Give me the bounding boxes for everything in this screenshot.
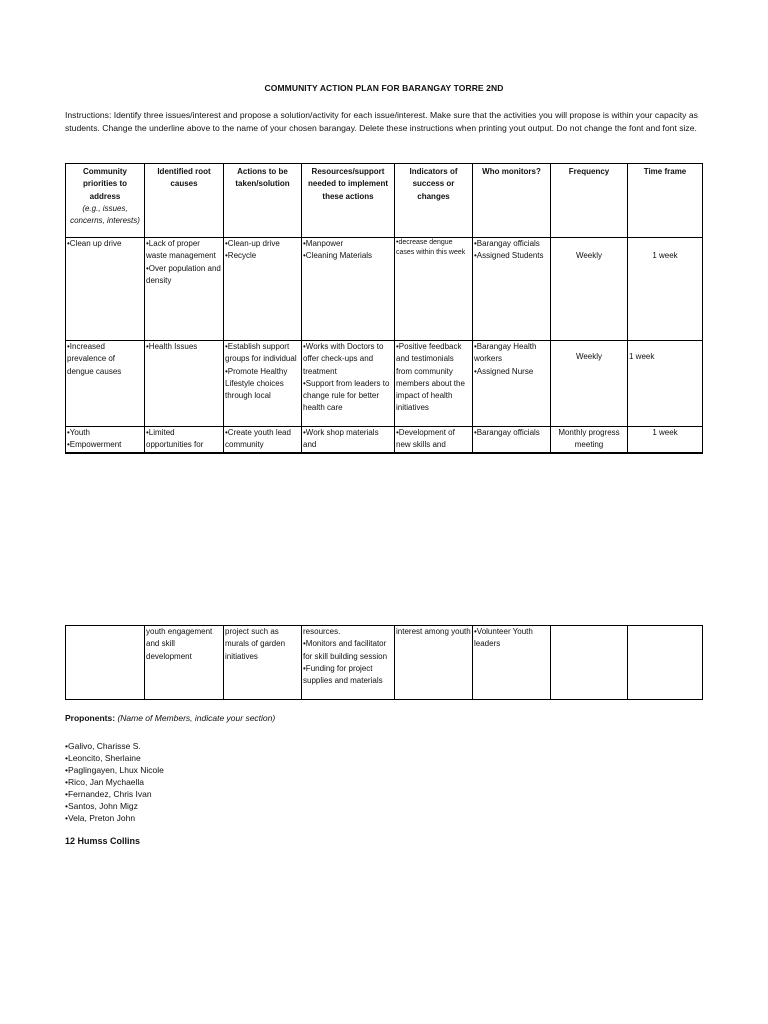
table-row <box>66 238 703 341</box>
cell-resources: •Work shop materials and <box>302 427 395 453</box>
table-row <box>66 626 703 700</box>
cell-priority: •Clean up drive <box>66 238 145 341</box>
cell-frequency <box>551 626 628 700</box>
list-item: •Fernandez, Chris Ivan <box>65 789 152 799</box>
cell-causes: •Health Issues <box>145 341 224 427</box>
cell-monitors: •Barangay Health workers •Assigned Nurse <box>473 341 551 427</box>
proponents-label: Proponents: <box>65 713 116 723</box>
action-plan-table-continued <box>65 625 703 700</box>
cell-priority: •Increased prevalence of dengue causes <box>66 341 145 427</box>
list-item: •Galivo, Charisse S. <box>65 741 141 751</box>
cell-indicators: •Positive feedback and testimonials from community members about the impact of health initiatives <box>395 341 473 427</box>
cell-actions: •Create youth lead community <box>224 427 302 453</box>
cell-priority: •Youth •Empowerment <box>66 427 145 453</box>
cell-resources: •Manpower •Cleaning Materials <box>302 238 395 341</box>
cell-timeframe: 1 week <box>628 427 703 453</box>
header-root-causes: Identified root causes <box>145 164 224 238</box>
header-timeframe: Time frame <box>628 164 703 238</box>
proponents-note: (Name of Members, indicate your section) <box>117 713 276 723</box>
cell-frequency: Weekly <box>551 341 628 427</box>
header-frequency: Frequency <box>551 164 628 238</box>
cell-causes: •Limited opportunities for <box>145 427 224 453</box>
header-priorities-note: (e.g., issues, concerns, interests) <box>70 203 140 226</box>
cell-indicators: •Development of new skills and <box>395 427 473 453</box>
list-item: •Paglingayen, Lhux Nicole <box>65 765 164 775</box>
header-actions: Actions to be taken/solution <box>224 164 302 238</box>
cell-actions: •Clean-up drive •Recycle <box>224 238 302 341</box>
cell-frequency: Weekly <box>551 238 628 341</box>
cell-actions: project such as murals of garden initiatives <box>224 626 302 700</box>
cell-priority <box>66 626 145 700</box>
document-title: COMMUNITY ACTION PLAN FOR BARANGAY TORRE 2ND <box>264 83 504 93</box>
cell-monitors: •Barangay officials •Assigned Students <box>473 238 551 341</box>
cell-monitors: •Volunteer Youth leaders <box>473 626 551 700</box>
cell-timeframe <box>628 626 703 700</box>
header-monitors: Who monitors? <box>473 164 551 238</box>
table-row <box>66 427 703 453</box>
list-item: •Rico, Jan Mychaella <box>65 777 145 787</box>
cell-indicators: •decrease dengue cases within this week <box>395 238 473 341</box>
cell-actions: •Establish support groups for individual •Promote Healthy Lifestyle choices through local <box>224 341 302 427</box>
header-resources: Resources/support needed to implement these actions <box>302 164 395 238</box>
list-item: •Santos, John Migz <box>65 801 138 811</box>
table-header-row <box>66 164 703 238</box>
action-plan-table <box>65 163 703 454</box>
list-item: •Vela, Preton John <box>65 813 136 823</box>
cell-monitors: •Barangay officials <box>473 427 551 453</box>
cell-resources: resources. •Monitors and facilitator for skill building session •Funding for project supplies and materials <box>302 626 395 700</box>
cell-timeframe: 1 week <box>628 238 703 341</box>
list-item: •Leoncito, Sherlaine <box>65 753 141 763</box>
cell-resources: •Works with Doctors to offer check-ups and treatment •Support from leaders to change rule for better health care <box>302 341 395 427</box>
instructions-text: Instructions: Identify three issues/interest and propose a solution/activity for each issue/interest. Make sure that the activities you will propose is within your capacity as students. Change the underline above to the name of your chosen barangay. Delete these instructions when printing yout output. Do not change the font and font size. <box>65 110 698 133</box>
cell-causes: youth engagement and skill development <box>145 626 224 700</box>
cell-indicators: interest among youth <box>395 626 473 700</box>
members-list <box>65 740 164 824</box>
section-label: 12 Humss Collins <box>65 836 141 846</box>
proponents-heading <box>65 713 275 723</box>
cell-causes: •Lack of proper waste management •Over population and density <box>145 238 224 341</box>
table-row <box>66 341 703 427</box>
header-priorities: Community priorities to address (e.g., issues, concerns, interests) <box>66 164 145 238</box>
cell-frequency: Monthly progress meeting <box>551 427 628 453</box>
cell-timeframe: 1 week <box>628 341 703 427</box>
header-indicators: Indicators of success or changes <box>395 164 473 238</box>
